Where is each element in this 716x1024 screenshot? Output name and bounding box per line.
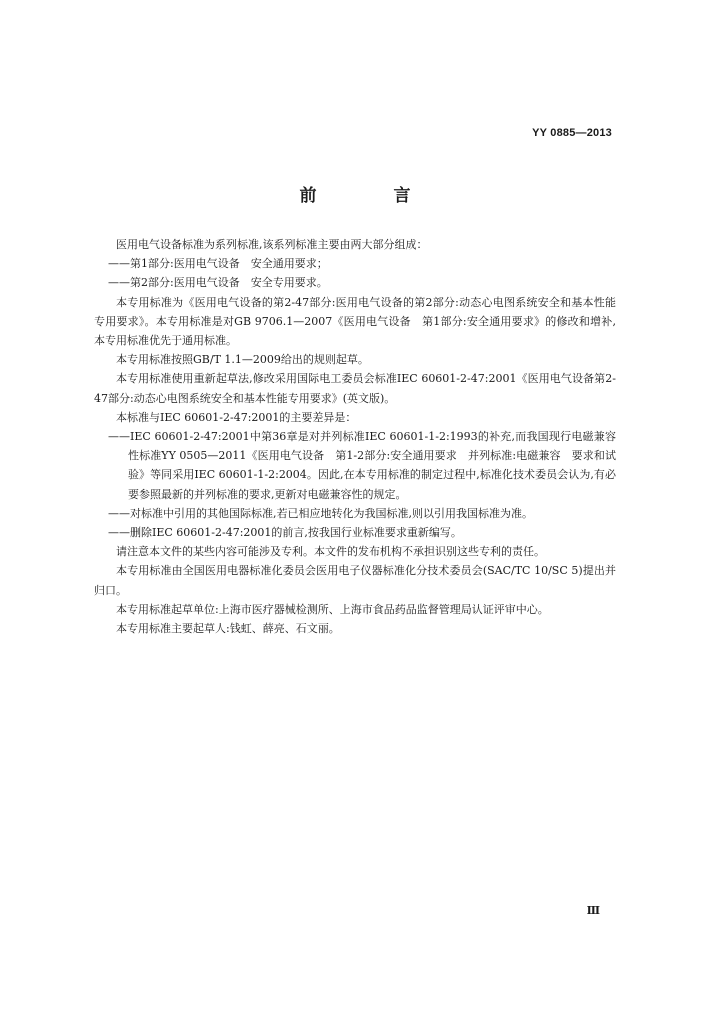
paragraph-drafters: 本专用标准主要起草人:钱虹、薛亮、石文丽。 xyxy=(116,622,340,636)
paragraph-scope: 本专用标准为《医用电气设备的第2-47部分:医用电气设备的第2部分:动态心电图系统安全和基本性能专用要求》。本专用标准是对GB 9706.1—2007《医用电气设备 第1部分:安全通用要求》的修改和增补,本专用标准优先于通用标准。 xyxy=(94,295,616,348)
standard-code: YY 0885—2013 xyxy=(532,127,612,139)
list-item-part-2: ——第2部分:医用电气设备 安全专用要求。 xyxy=(108,276,328,290)
list-item-difference-references: ——对标准中引用的其他国际标准,若已相应地转化为我国标准,则以引用我国标准为准。 xyxy=(108,506,533,520)
paragraph-patent-notice: 请注意本文件的某些内容可能涉及专利。本文件的发布机构不承担识别这些专利的责任。 xyxy=(116,545,545,559)
list-item-part-1: ——第1部分:医用电气设备 安全通用要求； xyxy=(108,257,328,271)
paragraph-proposer: 本专用标准由全国医用电器标准化委员会医用电子仪器标准化分技术委员会(SAC/TC 10/SC 5)提出并归口。 xyxy=(94,564,616,597)
paragraph-adoption: 本专用标准使用重新起草法,修改采用国际电工委员会标准IEC 60601-2-47:2001《医用电气设备第2-47部分:动态心电图系统安全和基本性能专用要求》(英文版)。 xyxy=(94,372,616,405)
list-item-difference-emc: ——IEC 60601-2-47:2001中第36章是对并列标准IEC 60601-1-2:1993的补充,而我国现行电磁兼容性标准YY 0505—2011《医用电气设备 第1-2部分:安全通用要求 并列标准:电磁兼容 要求和试验》等同采用IEC 60601-1-2:2004。因此,在本专用标准的制定过程中,标准化技术委员会认为,有必要参照最新的并列标准的要求,更新对电磁兼容性的规定。 xyxy=(108,430,616,501)
paragraph-drafting-units: 本专用标准起草单位:上海市医疗器械检测所、上海市食品药品监督管理局认证评审中心。 xyxy=(116,602,549,616)
paragraph-intro: 医用电气设备标准为系列标准,该系列标准主要由两大部分组成： xyxy=(116,238,428,251)
list-item-difference-foreword: ——删除IEC 60601-2-47:2001的前言,按我国行业标准要求重新编写。 xyxy=(108,526,462,540)
foreword-body xyxy=(94,235,616,638)
paragraph-drafting-rules: 本专用标准按照GB/T 1.1—2009给出的规则起草。 xyxy=(116,353,369,367)
page-title: 前 言 xyxy=(299,186,441,206)
page-number: Ⅲ xyxy=(586,905,600,917)
paragraph-differences-intro: 本标准与IEC 60601-2-47:2001的主要差异是： xyxy=(116,410,357,424)
